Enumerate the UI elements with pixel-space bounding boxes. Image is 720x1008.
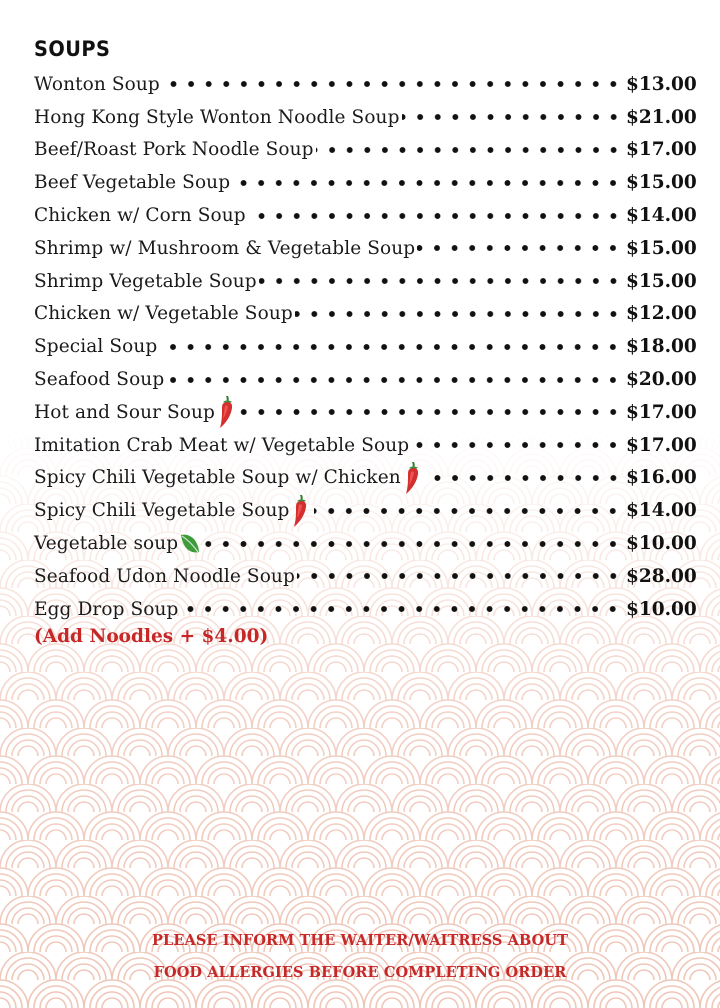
menu-item <box>34 199 696 232</box>
dot-leader <box>402 101 622 133</box>
dot-leader <box>259 265 622 297</box>
menu-item-name: Shrimp w/ Mushroom & Vegetable Soup <box>34 237 416 259</box>
menu-item <box>34 232 696 265</box>
menu-item <box>34 101 696 134</box>
menu-item <box>34 363 696 396</box>
menu-item-price: $28.00 <box>626 565 697 587</box>
menu-item-name: Seafood Udon Noodle Soup <box>34 565 295 587</box>
section-title: SOUPS <box>34 37 111 61</box>
addon-note: (Add Noodles + $4.00) <box>34 626 269 647</box>
dot-leader <box>316 134 622 166</box>
menu-item-name: Shrimp Vegetable Soup <box>34 270 257 292</box>
menu-item <box>34 527 696 560</box>
menu-item-price: $10.00 <box>626 533 697 555</box>
menu-item-price: $21.00 <box>626 106 697 128</box>
menu-item-price: $13.00 <box>626 73 697 95</box>
menu-item-name: Wonton Soup <box>34 73 160 95</box>
allergy-notice-line-2: FOOD ALLERGIES BEFORE COMPLETING ORDER <box>153 964 567 981</box>
chili-pepper-icon <box>402 462 424 494</box>
dot-leader <box>162 68 622 100</box>
dot-leader <box>411 429 622 461</box>
menu-item <box>34 593 696 626</box>
menu-item-price: $18.00 <box>626 336 697 358</box>
menu-item-name: Seafood Soup <box>34 369 165 391</box>
menu-item-name: Spicy Chili Vegetable Soup <box>34 500 290 522</box>
chili-pepper-icon <box>290 495 312 527</box>
menu-item <box>34 298 696 331</box>
dot-leader <box>295 298 622 330</box>
menu-item <box>34 396 696 429</box>
menu-item-price: $15.00 <box>626 270 697 292</box>
menu-item <box>34 134 696 167</box>
menu-item-price: $15.00 <box>626 172 697 194</box>
menu-item-list <box>34 68 696 626</box>
menu-item-name: Spicy Chili Vegetable Soup w/ Chicken <box>34 467 401 489</box>
menu-item <box>34 330 696 363</box>
menu-item-name: Beef Vegetable Soup <box>34 172 231 194</box>
menu-item-name: Hong Kong Style Wonton Noodle Soup <box>34 106 400 128</box>
chili-pepper-icon <box>216 396 238 428</box>
dot-leader <box>314 495 622 527</box>
menu-item-name: Chicken w/ Vegetable Soup <box>34 303 293 325</box>
menu-item <box>34 265 696 298</box>
menu-item-price: $14.00 <box>626 205 697 227</box>
dot-leader <box>159 331 622 363</box>
menu-item <box>34 494 696 527</box>
dot-leader <box>240 396 622 428</box>
menu-item-name: Beef/Roast Pork Noodle Soup <box>34 139 314 161</box>
menu-item <box>34 560 696 593</box>
dot-leader <box>417 232 622 264</box>
menu-item-price: $17.00 <box>626 401 697 423</box>
menu-item-price: $15.00 <box>626 237 697 259</box>
menu-item-price: $16.00 <box>626 467 697 489</box>
menu-item <box>34 166 696 199</box>
dot-leader <box>203 528 622 560</box>
menu-item-name: Hot and Sour Soup <box>34 401 215 423</box>
menu-item-name: Vegetable soup <box>34 533 179 555</box>
menu-item-price: $12.00 <box>626 303 697 325</box>
menu-item <box>34 68 696 101</box>
leaf-icon <box>179 528 201 560</box>
menu-item <box>34 462 696 495</box>
menu-item <box>34 429 696 462</box>
dot-leader <box>248 200 622 232</box>
dot-leader <box>232 167 622 199</box>
menu-item-price: $14.00 <box>626 500 697 522</box>
menu-item-price: $10.00 <box>626 598 697 620</box>
menu-item-name: Chicken w/ Corn Soup <box>34 205 246 227</box>
menu-item-price: $20.00 <box>626 369 697 391</box>
allergy-notice-line-1: PLEASE INFORM THE WAITER/WAITRESS ABOUT <box>152 932 568 949</box>
menu-item-price: $17.00 <box>626 434 697 456</box>
dot-leader <box>426 462 622 494</box>
dot-leader <box>166 364 622 396</box>
menu-item-name: Egg Drop Soup <box>34 598 179 620</box>
dot-leader <box>297 560 622 592</box>
dot-leader <box>180 593 622 625</box>
menu-item-name: Special Soup <box>34 336 158 358</box>
menu-item-price: $17.00 <box>626 139 697 161</box>
menu-item-name: Imitation Crab Meat w/ Vegetable Soup <box>34 434 410 456</box>
